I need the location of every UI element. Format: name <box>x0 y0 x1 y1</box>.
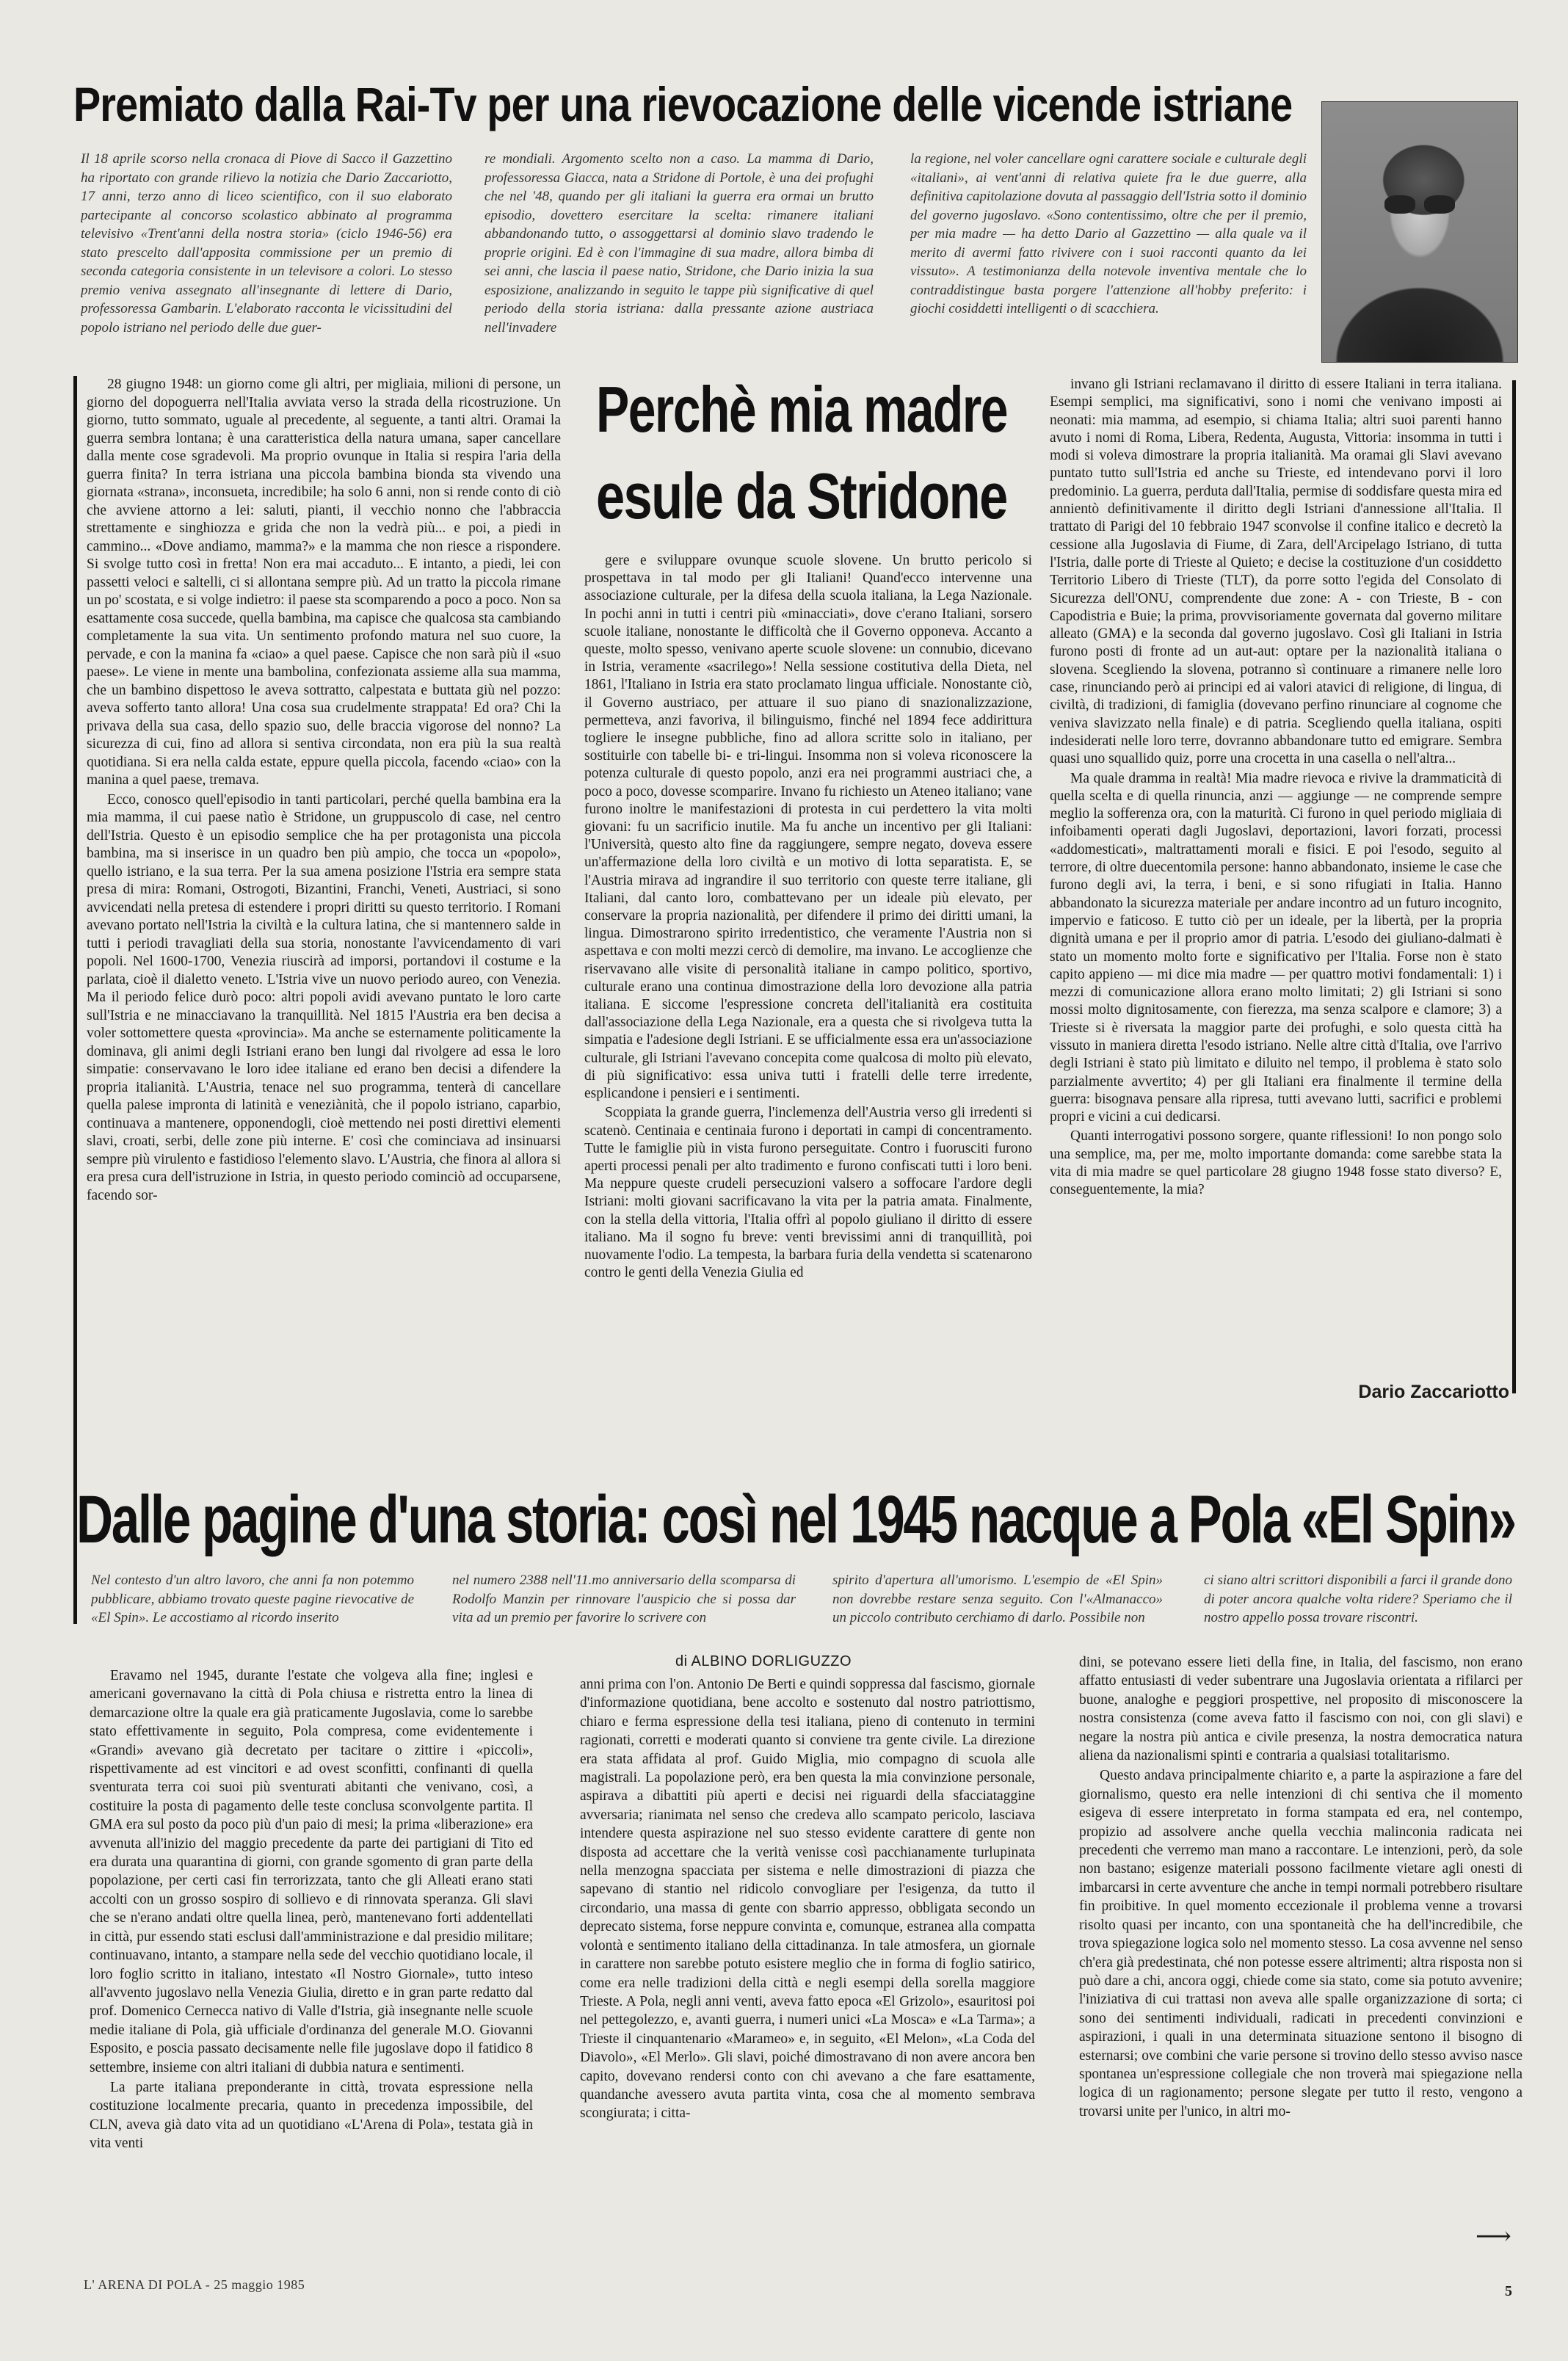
article1-title-line2: esule da Stridone <box>596 460 1007 532</box>
article2-col1-para: La parte italiana preponderante in città, trovata espressione nella costituzione localmente precaria, quanto in precedenza impossibile, del CLN, aveva già dato vita ad un quotidiano «L'Arena di Pola», testata già in vita venti <box>90 2079 533 2152</box>
box-right-rule <box>1512 380 1516 1393</box>
article2-col2-para: anni prima con l'on. Antonio De Berti e quindi soppressa dal fascismo, giornale d'informazione quotidiana, bene accolto e sostenuto dal nostro patriottismo, chiaro e ferma espressione della tesi italiana, pieno di contenuto in termini ragionati, corretti e moderati quanto si conviene tra gente civile. La direzione era stata affidata al prof. Guido Miglia, mio compagno di scuola alle magistrali. La popolazione però, era ben questa la mia convinzione personale, aspirava a dibattiti più aperti e decisi nei riguardi della sfacciataggine avversaria; rianimata nel senso che credeva allo scampato pericolo, lasciava intendere questa aspirazione nel suo stesso evidente carattere di gente non disposta ad accettare che la verità venisse così pacchianamente turlupinata nella menzogna spacciata per sistema e nelle dimostrazioni di piazza che sapevano di stantio nel ridicolo convogliare per l'esigenza, da tutto il circondario, una massa di gente con sbarrio appresso, obbligata secondo un deprecato sistema, forse neppure convinta e, comunque, estranea alla compatta volontà e sentimento italiano della cittadinanza. In tale atmosfera, un giornale in carattere non sarebbe potuto esistere meglio che in forma di foglio satirico, come era nelle tradizioni della città e negli esempi della sorella maggiore Trieste. A Pola, negli anni venti, aveva fatto epoca «El Grizolo», esauritosi poi nel pettegolezzo, e, avanti guerra, i numeri unici «La Mosca» e «La Tarma»; a Trieste il cinquantenario «Marameo» e, in seguito, «El Melon», «La Coda del Diavolo», «El Merlo». Gli slavi, poiché dimostravano di non avere ancora ben capito, dovevano rendersi conto con chi avevano a che fare esattamente, quandanche avessero avuta partita vinta, cosa che al momento sembrava scongiurata; i citta- <box>580 1677 1035 2122</box>
article2-col3-para: dini, se potevano essere lieti della fine, in Italia, del fascismo, non erano affatto entusiasti di veder subentrare una Jugoslavia orientata a rifilarci per buone, analoghe e peggiori prospettive, nel proposito di misconoscere la nostra consistenza (come aveva fatto il fascismo con noi, con gli slavi) e negare la nostra più antica e civile presenza, la nostra democratica natura aliena da nazionalismi spinti e contraria a qualsiasi totalitarismo. <box>1079 1655 1522 1764</box>
article1-title-line1: Perchè mia madre <box>596 373 1007 446</box>
article1-headline: Premiato dalla Rai-Tv per una rievocazione delle vicende istriane <box>73 77 1293 131</box>
article1-col2-para: gere e sviluppare ovunque scuole slovene. Un brutto pericolo si prospettava in tal modo per gli Italiani! Quand'ecco intervenne una associazione culturale, per la difesa della scuola italiana, la Lega Nazionale. In pochi anni in tutti i centri più «minacciati», dove c'erano Italiani, sorsero scuole italiane, nonostante le difficoltà che il Governo opponeva. Accanto a queste, molto spesso, venivano aperte scuole slovene: un connubio, dicevano in Istria, veramente «sacrilego»! Nella sessione costitutiva della Dieta, nel 1861, l'Italiano in Istria era stato proclamato lingua ufficiale. Nonostante ciò, il Governo austriaco, per attuare il suo piano di snazionalizzazione, permetteva, anzi favoriva, il bilinguismo, finché nel 1894 fece addirittura togliere le insegne pubbliche, fino ad allora scritte solo in italiano, per sostituirle con tabelle bi- e tri-lingui. Insomma non si voleva riconoscere la potenza culturale di questo popolo, anzi era nei programmi austriaci che, a poco a poco, dovesse scomparire. Invano fu richiesto un Ateneo italiano; vane furono inoltre le manifestazioni di protesta in cui perdettero la vita molti giovani: fu un sacrificio inutile. Ma fu anche un incentivo per gli Italiani: l'Università, questo alto fine da raggiungere, sempre negato, doveva essere un'affermazione della loro civiltà e un motivo di lotta separatista. E, se l'Austria mirava ad ingrandire il suo territorio con queste terre italiane, gli Italiani, dal canto loro, combattevano per un ideale più elevato, per conservare la propria nazionalità, per difendere il primo dei diritti umani, la lingua. Dimostrarono spirito irredentistico, che veramente l'Austria non si aspettava e con molti mezzi cercò di demolire, ma invano. Le accoglienze che riservavano alle visite di personalità italiane in campo politico, sportivo, culturale erano una continua dimostrazione della loro devozione alla patria italiana. E siccome l'espressione concreta dell'italianità era costituita dall'associazione della Lega Nazionale, era a questa che si rivolgeva tutta la simpatia e l'adesione degli Istriani. E se ufficialmente essa era un'associazione culturale, gli Istriani l'avevano concepita come qualcosa di molto più elevato, di più significativo: essa univa tutti i fratelli delle terre irredente, esplicandone i pensieri e i sentimenti. <box>584 553 1032 1102</box>
article1-col1-para: 28 giugno 1948: un giorno come gli altri, per migliaia, milioni di persone, un giorno del dopoguerra nell'Italia avviata verso la strada della ricostruzione. Un giorno, tutto sommato, uguale al precedente, al seguente, a tanti altri. Oramai la guerra sembra lontana; è una caratteristica della natura umana, saper cancellare dalla mente cose sgradevoli. Ma proprio ovunque in Italia si respira l'aria della guerra finita? In terra istriana una piccola bambina bionda sta vivendo una giornata «strana», inconsueta, incredibile; ha solo 6 anni, non si rende conto di ciò che avviene attorno a lei: saluti, pianti, il vecchio nonno che l'abbraccia strettamente e singhiozza e grida che non la vedrà più... e poi, a piedi in cammino... «Dove andiamo, mamma?» e la mamma che non riesce a rispondere. Si svolge tutto così in fretta! Non era mai accaduto... E intanto, a piedi, lei con passetti veloci e saltelli, ci si allontana sempre più. Ad un tratto la piccola rimane un po' scostata, e si volge indietro: il paese sta scomparendo a poco a poco. Non sa esattamente cosa succede, quella bambina, ma capisce che qualcosa sta cambiando completamente la sua vita. Un sentimento profondo matura nel suo cuore, la pervade, e con la manina fa «ciao» a quel paese. Capisce che non sarà più il «suo paese». Le viene in mente una bambolina, confezionata assieme alla sua mamma, che un bambino dispettoso le aveva sottratto, calpestata e buttata giù nel pozzo: aveva sofferto tanto allora! Una cosa sua crudelmente strappata! Ed ora? Chi la privava della sua casa, dello spazio suo, delle braccia vigorose del nonno? La sicurezza di cui, fino ad allora si sentiva circondata, non era più la sua realtà quotidiana. Si era nella calda estate, eppure quella piccola, facendo «ciao» con la manina a quel paese, tremava. <box>87 377 561 788</box>
article1-column-2 <box>584 552 1032 1630</box>
article1-intro-col3: la regione, nel voler cancellare ogni carattere sociale e culturale degli «italiani», ai vent'anni di relativa quiete fra le due guerre, alla definitiva capitolazione dovuta al passaggio dell'Istria sotto il dominio del governo jugoslavo. «Sono contentissimo, oltre che per il premio, per mia madre — ha detto Dario al Gazzettino — alla quale va il merito di avermi fatto rivivere con i suoi racconti quanto da lei vissuto». A testimonianza della notevole inventiva mentale che lo contraddistingue basta porgere l'attenzione all'hobby preferito: i giochi cosiddetti intelligenti o di scacchiera. <box>910 151 1307 316</box>
article2-headline: Dalle pagine d'una storia: così nel 1945 nacque a Pola «El Spin» <box>76 1482 1515 1557</box>
article1-col2-para: Scoppiata la grande guerra, l'inclemenza dell'Austria verso gli irredenti si scatenò. Centinaia e centinaia furono i deportati in campi di concentramento. Tutte le famiglie più in vista furono perseguitate. Contro i fuorusciti furono aperti processi penali per alto tradimento e furono confiscati tutti i loro beni. Ma neppure queste crudeli persecuzioni valsero a soffocare l'ardore degli Istriani: molti giovani sacrificavano la vita per la patria amata. Finalmente, con la stella della vittoria, l'Italia offrì al popolo giuliano il diritto di essere italiano. Ma il sogno fu breve: venti brevissimi anni di tranquillità, poi nuovamente l'odio. La tempesta, la barbara furia della vendetta si scatenarono contro le genti della Venezia Giulia ed <box>584 1105 1032 1281</box>
article2-byline: di ALBINO DORLIGUZZO <box>675 1653 852 1669</box>
article1-signature: Dario Zaccariotto <box>1358 1382 1509 1402</box>
article2-intro-col3: spirito d'apertura all'umorismo. L'esempio de «El Spin» non dovrebbe restare senza seguito. Con l'«Almanacco» un piccolo contributo cerchiamo di darlo. Possibile non <box>832 1573 1163 1625</box>
article2-col1-para: Eravamo nel 1945, durante l'estate che volgeva alla fine; inglesi e americani governavano la città di Pola chiusa e ristretta entro la linea di demarcazione oltre la quale era già praticamente Jugoslavia, come lo sarebbe stato effettivamente in seguito, Pola compresa, come evidentemente i «Grandi» avevano già decretato per tacitare o zittire i «piccoli», rispettivamente ad est vincitori e ad ovest sconfitti, confinanti di quella sventurata terra coi suoi più sventurati abitanti che venivano, così, a costituire la posta di pagamento delle teste conclusa sconvolgente partita. Il GMA era sul posto da poco più d'un paio di mesi; la prima «liberazione» era avvenuta all'inizio del maggio precedente da parte dei partigiani di Tito ed era durata una quarantina di giorni, con grande sgomento di gran parte della popolazione, per certi casi fin terrorizzata, tanto che gli Alleati erano stati accolti con un grosso sospiro di sollievo e di rinnovata speranza. Gli slavi che se n'erano andati oltre quella linea, però, mantenevano forti addentellati in città, pur essendo stati esclusi dall'amministrazione e dal presidio militare; continuavano, intanto, a stampare nella sede del vecchio quotidiano locale, il loro foglio scritto in italiano, intestato «Il Nostro Giornale», tutto inteso all'avvento jugoslavo nella Venezia Giulia, diretto e in gran parte redatto dal prof. Domenico Cernecca nativo di Valle d'Istria, già insegnante nelle scuole medie italiane di Pola, già ufficiale d'ordinanza del generale M.O. Giovanni Esposito, e poscia passato decisamente nelle file jugoslave dopo il fatidico 8 settembre, insieme con altri italiani di dubbia natura e sentimenti. <box>90 1668 533 2075</box>
footer-publication: L' ARENA DI POLA - 25 maggio 1985 <box>84 2277 305 2292</box>
article1-intro-col1: Il 18 aprile scorso nella cronaca di Piove di Sacco il Gazzettino ha riportato con grande rilievo la notizia che Dario Zaccariotto, 17 anni, terzo anno di liceo scientifico, con il suo elaborato partecipante al concorso scolastico abbinato al programma televisivo «Trent'anni della nostra storia» (ciclo 1946-56) era stato prescelto dall'apposita commissione per un premio di seconda categoria consistente in un televisore a colori. Lo stesso premio veniva assegnato all'insegnante di lettere di Dario, professoressa Gambarin. L'elaborato racconta le vicissitudini del popolo istriano nel periodo delle due guer- <box>81 151 452 336</box>
article2-intro-col2: nel numero 2388 nell'11.mo anniversario della scomparsa di Rodolfo Manzin per rinnovare l'auspicio che si possa dar vita ad un premio per favorire lo scrivere con <box>452 1573 796 1625</box>
article2-column-3 <box>1079 1653 1522 2226</box>
article1-column-1 <box>87 376 561 1630</box>
article1-col3-para: Quanti interrogativi possono sorgere, quante riflessioni! Io non pongo solo una semplice, ma, per me, molto importante domanda: come sarebbe stata la vita di mia madre se quel particolare 28 giugno 1948 fosse stato diverso? E, conseguentemente, la mia? <box>1050 1128 1502 1198</box>
box-left-rule <box>73 376 77 1624</box>
article1-intro-col2: re mondiali. Argomento scelto non a caso. La mamma di Dario, professoressa Giacca, nata a Stridone di Portole, è una dei profughi che nel '48, quando per gli italiani la guerra era ormai un brutto episodio, dovettero esercitare la scelta: rimanere italiani abbandonando tutto, o assoggettarsi al dominio slavo tradendo le proprie origini. Ed è con l'immagine di sua madre, allora bimba di sei anni, che lascia il paese natio, Stridone, che Dario inizia la sua esposizione, analizzando in seguito le tappe più significative di quel periodo della storia istriana: dalla pressante azione austriaca nell'invadere <box>484 151 874 336</box>
article1-col3-para: Ma quale dramma in realtà! Mia madre rievoca e rivive la drammaticità di quella scelta e di quella rinuncia, anzi — aggiunge — ne comprende sempre meglio la sofferenza ora, con la maturità. Ci furono in quel periodo migliaia di infoibamenti operati dagli Jugoslavi, deportazioni, lavori forzati, processi «addomesticati», maltrattamenti morali e fisici. E poi l'esodo, seguito al terrore, di oltre duecentomila persone: hanno abbandonato, insieme le case che furono degli avi, la terra, i beni, e si sono rifugiati in Italia. Hanno abbandonato la sicurezza materiale per andare incontro ad un futuro incognito, impervio e faticoso. E tutto ciò per un ideale, per la libertà, per la propria dignità umana e per il proprio amor di patria. L'esodo dei giuliano-dalmati è stato un momento molto forte e significativo per l'Italia. Forse non è stato capito appieno — mi dice mia madre — per quattro motivi fondamentali: 1) i mezzi di comunicazione allora erano molto limitati; 2) gli Istriani si sono mossi molto dignitosamente, con fierezza, ma senza scalpore e clamore; 3) a Trieste si è riversata la maggior parte dei profughi, e solo questa città ha vissuto in maniera diretta l'esodo istriano. Nelle altre città d'Italia, ove l'arrivo degli Istriani è stato più limitato e diluito nel tempo, il problema è stato solo parzialmente avvertito; 4) per gli Italiani era finalmente il termine della guerra: bisognava pensare alla ripresa, tutti avevano lutti, sacrifici e problemi propri e vicini a cui dedicarsi. <box>1050 770 1502 1125</box>
article2-column-2 <box>580 1675 1035 2239</box>
article1-column-3 <box>1050 376 1502 1383</box>
article1-col1-para: Ecco, conosco quell'episodio in tanti particolari, perché quella bambina era la mia mamma, il cui paese natìo è Stridone, un gruppuscolo di case, nel centro dell'Istria. Questo è un episodio semplice che ha per protagonista una piccola bambina, ma si inserisce in un quadro ben più ampio, che tocca un «popolo», quello istriano, e la sua terra. Per la sua amena posizione l'Istria era sempre stata presa di mira: Romani, Ostrogoti, Bizantini, Franchi, Veneti, Austriaci, si sono avvicendati nella pretesa di estendere i propri diritti su questo territorio. I Romani avevano portato nell'Istria la civiltà e la cultura latina, che si mantennero salde in tutti i periodi travagliati della sua storia, nonostante l'avvicendamento di vari popoli. Nel 1600-1700, Venezia riuscirà ad imporsi, portandovi il costume e la parlata, cioè il dialetto veneto. L'Istria vive un nuovo periodo aureo, con Venezia. Ma il periodo felice durò poco: altri popoli avidi avevano puntato le loro carte sull'Istria e ne minacciavano la tranquillità. Nel 1815 l'Austria era ben decisa a voler sottomettere questa «provincia». Ma anche se esternamente politicamente la dominava, gli animi degli Istriani erano ben lungi dal rivolgere ad essa le loro simpatie: conservavano le loro idee italiane ed erano ben decisi a difendere la propria italianità. L'Austria, tenace nel suo programma, tenterà di cancellare quella palese impronta di latinità e veneziànità, che il popolo istriano, caparbio, continuava a mantenere, opponendogli, cioè mettendo nei posti direttivi elementi slavi, croati, serbi, delle zone più interne. E' così che cominciava ad insinuarsi sempre più virulento e fastidioso l'elemento slavo. L'Austria, che finora al allora si era presa cura dell'istruzione in Istria, in questo periodo cominciò ad occuparsene, facendo sor- <box>87 791 561 1203</box>
page-number: 5 <box>1505 2283 1512 2299</box>
article2-column-1 <box>90 1667 533 2239</box>
continue-arrow: ⟶ <box>1476 2223 1511 2250</box>
article1-col3-para: invano gli Istriani reclamavano il diritto di essere Italiani in terra italiana. Esempi semplici, ma significativi, sono i nomi che venivano imposti ai neonati: mia mamma, ad esempio, si chiama Italia; altri suoi parenti hanno avuto i nomi di Roma, Libera, Redenta, Augusta, Vittoria: insomma in tutti i modi si voleva dimostrare la propria italianità. Ma oramai gli Slavi avevano puntato tutto sull'Istria ed anche su Trieste, ed intendevano porvi il loro predominio. La guerra, perduta dall'Italia, permise di soddisfare questa mira ed annientò definitivamente il diritto degli Istriani d'annessione all'Italia. Il trattato di Parigi del 10 febbraio 1947 sconvolse il confine italico e decretò la cessione alla Jugoslavia di Fiume, di Zara, dell'Arcipelago Istriano, di tutta l'Istria, dalle porte di Trieste al Quieto; e decise la costituzione d'un cosiddetto Territorio Libero di Trieste (TLT), da porre sotto l'egida del Consolato di Sicurezza dell'ONU, comprendente due zone: A - con Trieste, B - con Capodistria e Buie; la prima, provvisoriamente governata dal governo militare alleato (GMA) e la seconda dal governo jugoslavo. Così gli Italiani in Istria furono posti di fronte ad un aut-aut: optare per la nazionalità italiana o slovena. Scegliendo la slovena, potranno sì continuare a rimanere nelle loro case, rinunciando però ai principi ed ai valori atavici di religione, di lingua, di civiltà, di tradizioni, di famiglia (dovevano perfino rinunciare al cognome che veniva slavizzato nella finale) e di patria. Scegliendo quella italiana, ospiti indesiderati nelle loro terre, dovranno abbandonare tutto ed emigrare. Sembra quasi uno squallido quiz, porre una crocetta in una casella o nell'altra... <box>1050 377 1502 767</box>
article2-intro-col4: ci siano altri scrittori disponibili a farci il grande dono di poter ancora qualche volta ridere? Speriamo che il nostro appello possa trovare riscontri. <box>1204 1573 1512 1625</box>
article2-intro-col1: Nel contesto d'un altro lavoro, che anni fa non potemmo pubblicare, abbiamo trovato queste pagine rievocative de «El Spin». Le accostiamo al ricordo inserito <box>91 1573 414 1625</box>
article2-col3-para: Questo andava principalmente chiarito e, a parte la aspirazione a fare del giornalismo, questo era nelle intenzioni di chi sentiva che il momento esigeva di essere interpretato in forma stampata ed era, nel contempo, propizio ad assolvere anche quella vecchia malinconia radicata nei precedenti che verremo man mano a raccontare. Le intenzioni, però, da sole non bastano; esigenze materiali possono facilmente vietare agli onesti di imbarcarsi in certe avventure che anche in tempi normali potrebbero risultare fin proibitive. In quel momento eccezionale il problema venne a trovarsi risolto quasi per incanto, con una spontaneità che ha dell'incredibile, che trova spiegazione logica solo nel momento stesso. La cosa avvenne nel senso ch'era già predestinata, ché non potesse essere altrimenti; altra risposta non si può dare a chi, ancora oggi, chiede come sia stato, come sia potuto avvenire; l'iniziativa di cui trattasi non aveva alle spalle organizzazione di sorta; ci sono dei sentimenti individuali, radicati in precedenti convinzioni e aspirazioni, i quali in una determinata situazione sentono il bisogno di esternarsi; ove combini che varie persone si trovino dello stesso avviso nasce spontanea un'espressione collegiale che non troverà mai spiegazione nella logica di un ragionamento; persone slegate per tutto il resto, vengono a trovarsi unite per l'unico, in altri mo- <box>1079 1768 1522 2119</box>
author-photo <box>1321 101 1518 363</box>
